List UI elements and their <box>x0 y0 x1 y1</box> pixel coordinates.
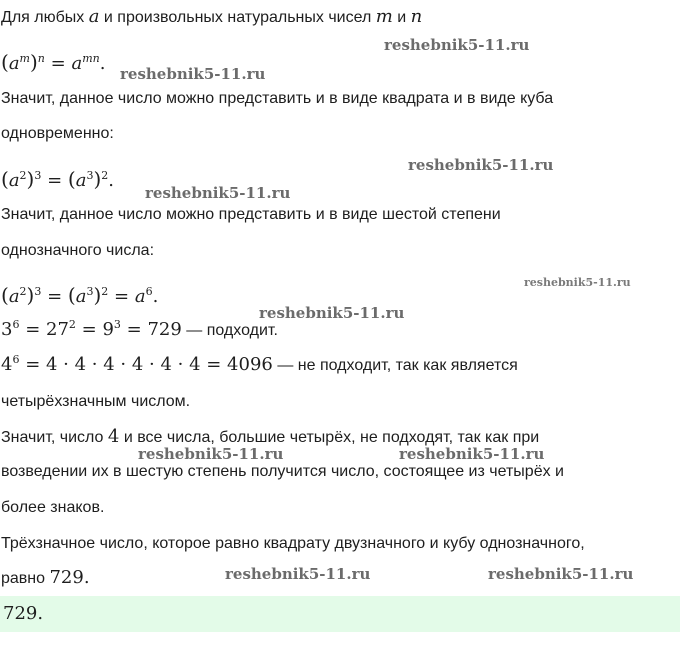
answer-value: 729. <box>3 603 44 624</box>
watermark: reshebnik5-11.ru <box>138 445 284 463</box>
text-line-12: Значит, число 4 и все числа, большие четырёх, не подходят, так как при <box>1 426 540 447</box>
formula-sixth-power: $(a^2)^3 = (a^3)^2 = a^6$. <box>1 283 159 307</box>
text-line-1: Для любых a и произвольных натуральных чисел m и n <box>1 6 423 27</box>
text-line-4: одновременно: <box>1 125 114 142</box>
watermark: reshebnik5-11.ru <box>145 184 291 202</box>
formula-power-rule: $(a^m)^n = a^{mn}$. <box>1 50 106 74</box>
watermark: reshebnik5-11.ru <box>384 36 530 54</box>
text-line-6: Значит, данное число можно представить и в виде шестой степени <box>1 206 501 223</box>
text-line-15: Трёхзначное число, которое равно квадрату двузначного и кубу однозначного, <box>1 535 585 552</box>
text-line-3: Значит, данное число можно представить и в виде квадрата и в виде куба <box>1 90 554 107</box>
watermark: reshebnik5-11.ru <box>259 304 405 322</box>
watermark: reshebnik5-11.ru <box>524 276 631 289</box>
watermark: reshebnik5-11.ru <box>120 65 266 83</box>
text-line-16: равно 729. <box>1 567 90 588</box>
watermark: reshebnik5-11.ru <box>488 565 634 583</box>
text-line-11: четырёхзначным числом. <box>1 393 191 410</box>
watermark: reshebnik5-11.ru <box>408 156 554 174</box>
text-line-7: однозначного числа: <box>1 242 155 259</box>
formula-square-cube: $(a^2)^3 = (a^3)^2$. <box>1 167 115 191</box>
text-line-13: возведении их в шестую степень получится число, состоящее из четырёх и <box>1 463 564 480</box>
answer-box <box>0 596 680 632</box>
formula-three-sixth: $3^6 = 27^2 = 9^3 = 729$ — подходит. <box>1 318 278 340</box>
text-line-14: более знаков. <box>1 499 105 516</box>
formula-four-sixth: $4^6 = 4 \cdot 4 \cdot 4 \cdot 4 \cdot 4 \cdot 4 = 4096$ — не подходит, так как является <box>1 353 518 375</box>
watermark: reshebnik5-11.ru <box>225 565 371 583</box>
watermark: reshebnik5-11.ru <box>399 445 545 463</box>
